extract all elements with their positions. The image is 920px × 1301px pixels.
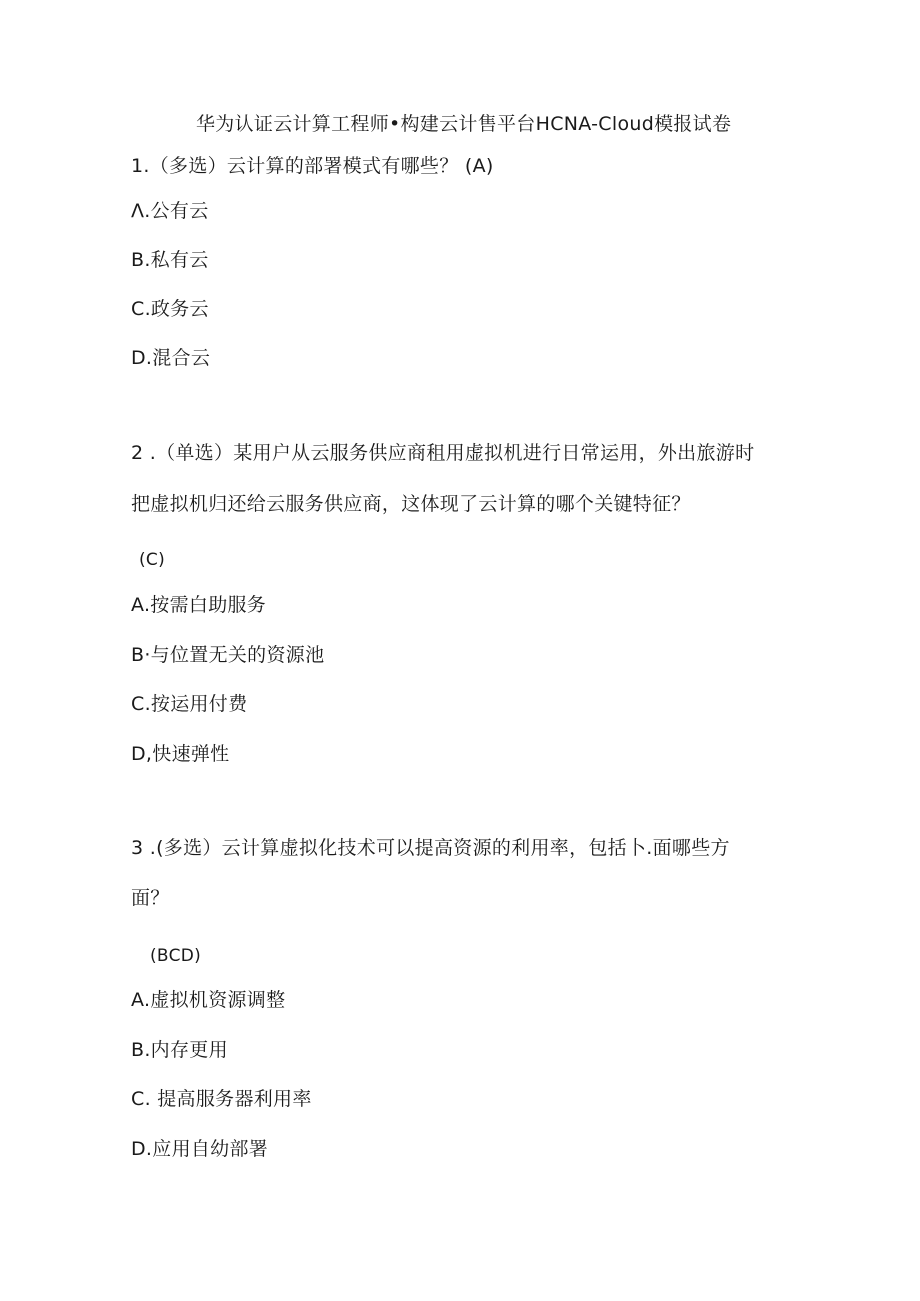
question-3-answer: (BCD): [150, 946, 202, 966]
question-3-option-c: C. 提高服务器利用率: [131, 1088, 312, 1110]
question-1-option-b: B.私有云: [131, 249, 209, 271]
question-1-option-d: D.混合云: [131, 347, 211, 369]
question-3-option-b: B.内存更用: [131, 1039, 228, 1061]
question-2-option-c: C.按运用付费: [131, 693, 248, 715]
question-2-option-b: B·与位置无关的资源池: [131, 644, 325, 666]
question-2-option-a: A.按需白助服务: [131, 594, 267, 616]
question-2-answer: (C): [139, 550, 166, 570]
question-2-text-line-1: 2 .（单选）某用户从云服务供应商租用虚拟机进行日常运用，外出旅游时: [131, 442, 755, 464]
question-1-option-c: C.政务云: [131, 298, 209, 320]
question-3-option-a: A.虚拟机资源调整: [131, 989, 286, 1011]
question-1-text: 1.（多选）云计算的部署模式有哪些？ (A): [131, 155, 494, 177]
question-2-text-line-2: 把虚拟机归还给云服务供应商，这体现了云计算的哪个关键特征？: [131, 493, 691, 515]
question-3-text-line-1: 3 .(多选）云计算虚拟化技术可以提高资源的利用率，包括卜.面哪些方: [131, 837, 730, 859]
question-1-option-a: Λ.公有云: [131, 200, 209, 222]
question-2-option-d: D,快速弹性: [131, 743, 230, 765]
question-3-option-d: D.应用自幼部署: [131, 1138, 269, 1160]
document-title: 华为认证云计算工程师•构建云计售平台HCNA-Cloud模报试卷: [196, 113, 732, 135]
question-3-text-line-2: 面？: [131, 887, 170, 909]
